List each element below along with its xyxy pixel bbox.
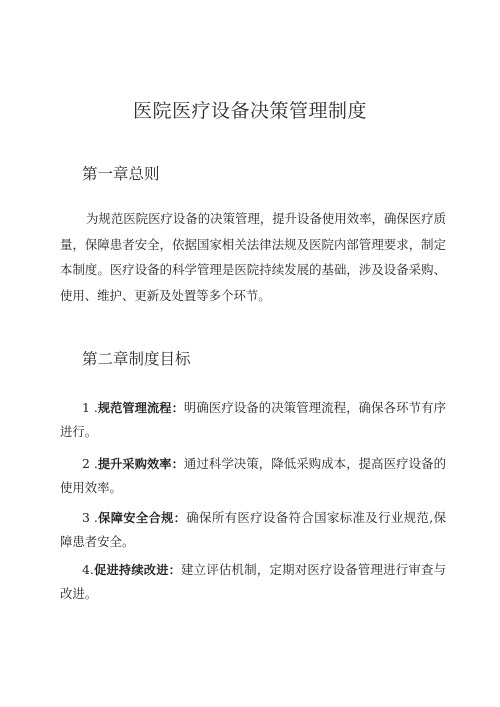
item-text: 建立评估机制，定期对医疗设备管理进行审查与改进。 — [60, 562, 447, 601]
list-item — [60, 506, 446, 554]
item-number: 4. — [82, 562, 94, 577]
chapter-1-text: 为规范医院医疗设备的决策管理，提升设备使用效率，确保医疗质量，保障患者安全，依据国家相关法律法规及医院内部管理要求，制定本制度。医疗设备的科学管理是医院持续发展的基础，涉及设备采购、使用、维护、更新及处置等多个环节。 — [60, 211, 446, 303]
item-number: 3 . — [82, 510, 98, 525]
item-text: 确保所有医疗设备符合国家标准及行业规范,保障患者安全。 — [60, 510, 446, 549]
item-label: 提升采购效率： — [97, 457, 184, 471]
list-item — [60, 396, 446, 444]
chapter-2-heading: 第二章制度目标 — [82, 350, 191, 368]
item-text: 通过科学决策，降低采购成本，提高医疗设备的使用效率。 — [60, 456, 447, 495]
item-label: 保障安全合规： — [97, 511, 187, 525]
item-label: 促进持续改进： — [93, 563, 182, 577]
item-text: 明确医疗设备的决策管理流程，确保各环节有序进行。 — [60, 400, 447, 439]
item-number: 2 . — [82, 456, 98, 471]
document-title: 医院医疗设备决策管理制度 — [132, 100, 367, 122]
chapter-1-paragraph — [60, 206, 446, 308]
item-number: 1 . — [82, 400, 98, 415]
list-item — [60, 558, 446, 606]
item-label: 规范管理流程： — [97, 401, 184, 415]
list-item — [60, 452, 446, 500]
chapter-1-heading: 第一章总则 — [82, 165, 160, 183]
